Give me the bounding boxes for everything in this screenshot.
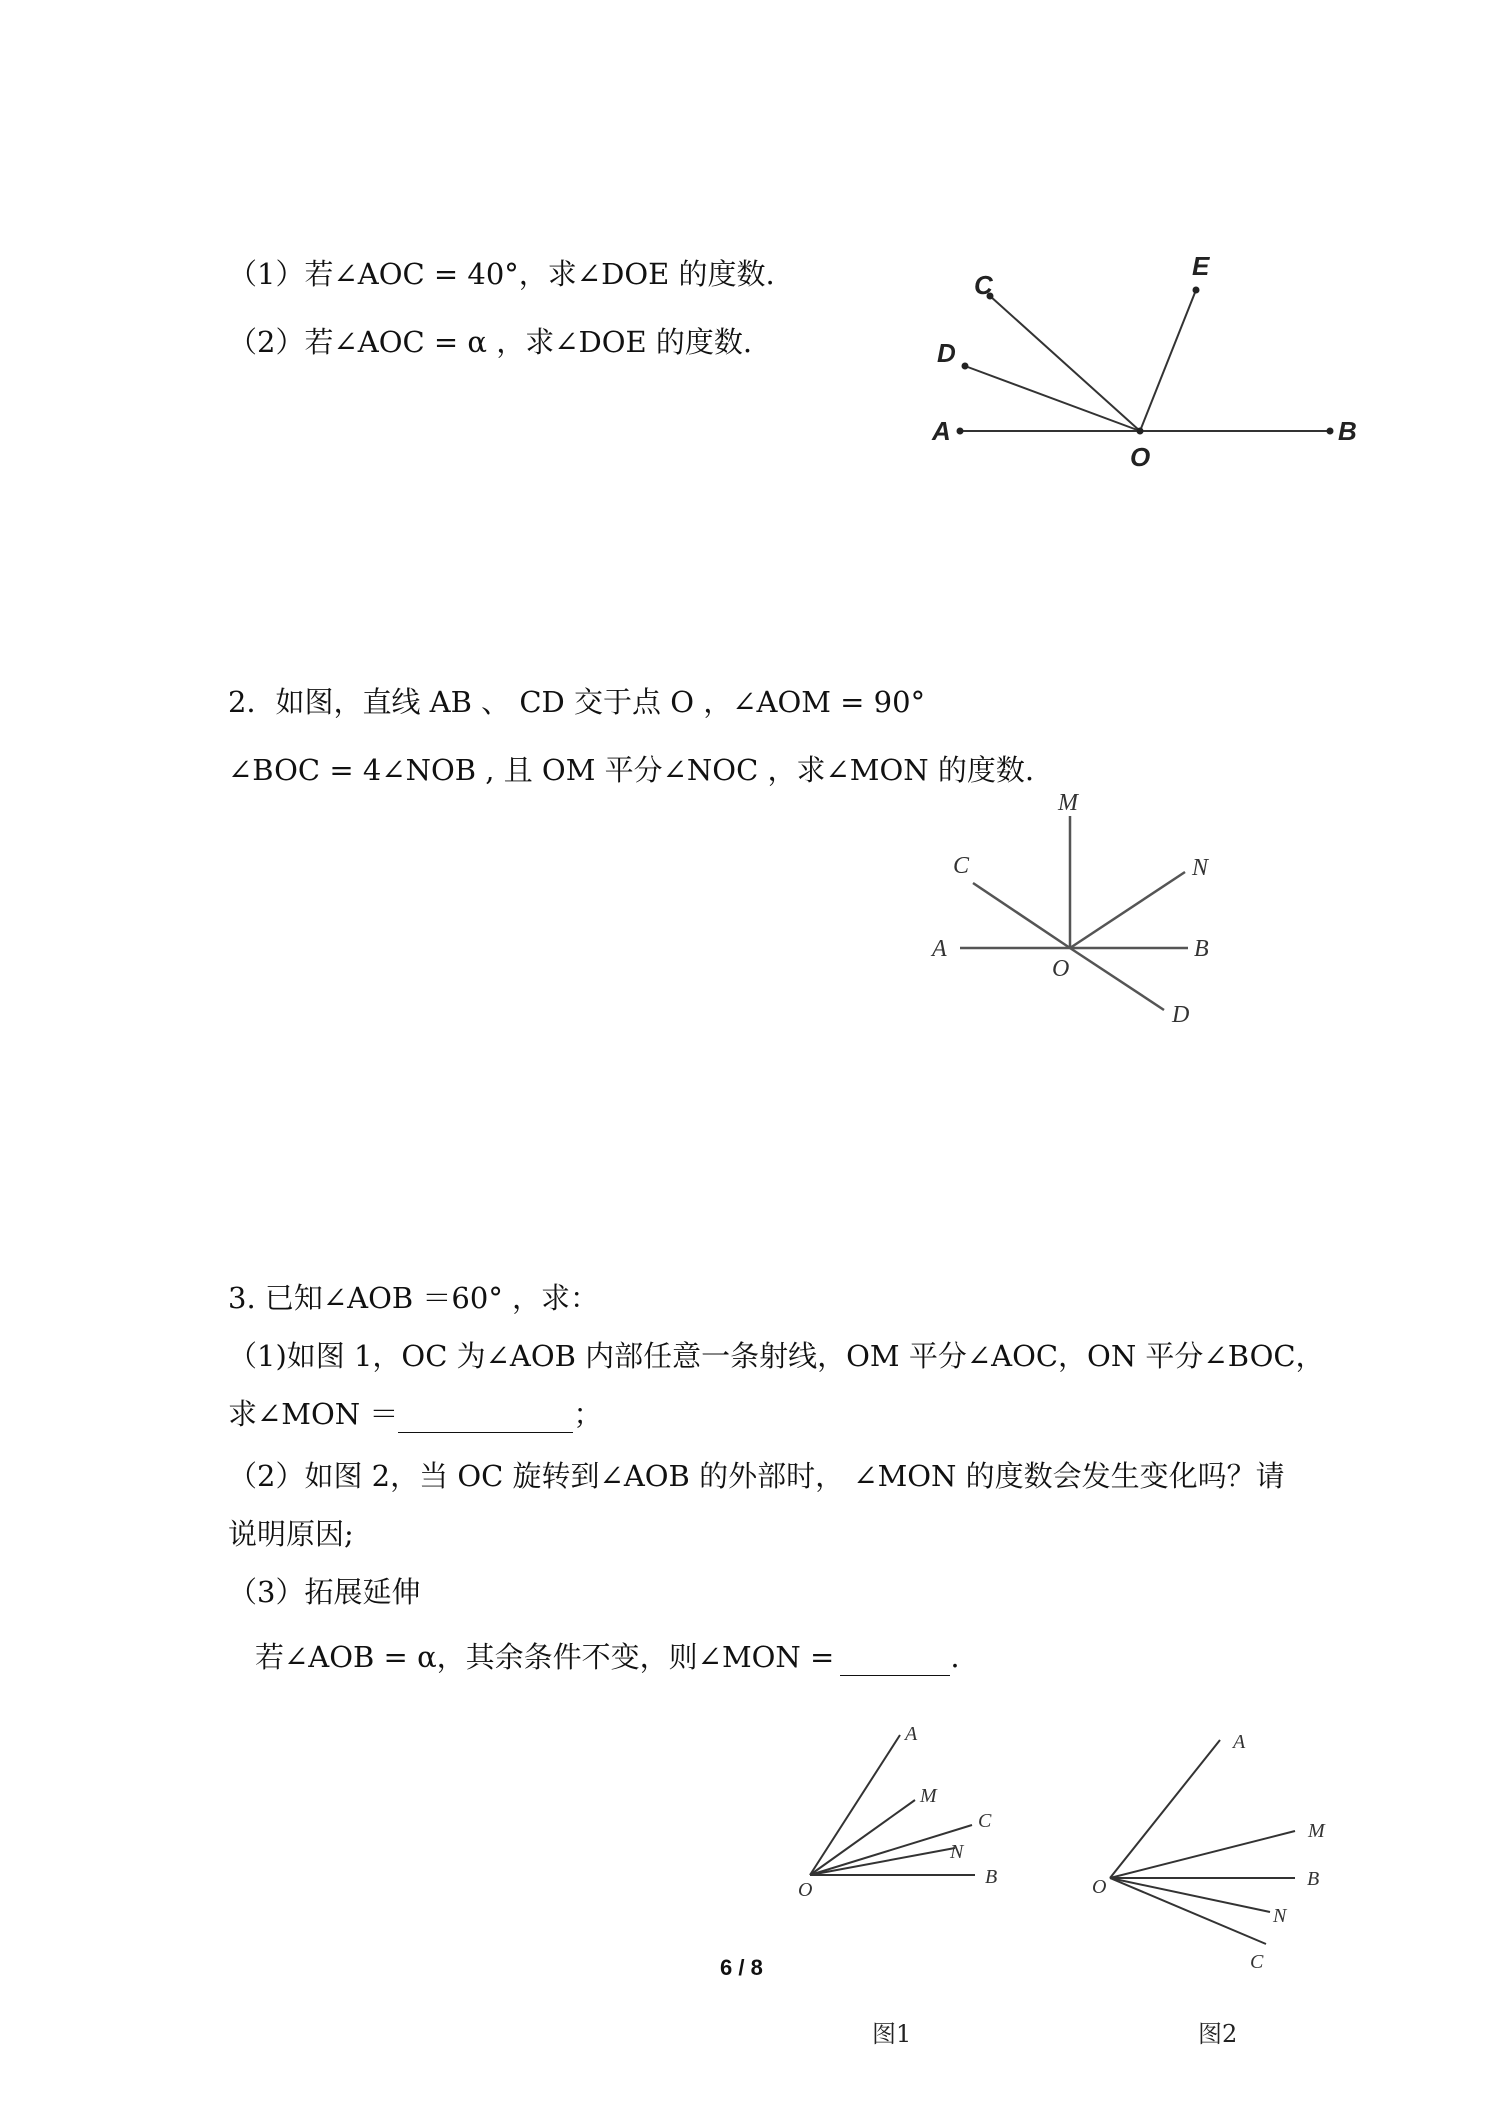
fig3-1-label-m: M xyxy=(920,1785,937,1807)
page-number: 6 / 8 xyxy=(720,1955,763,1980)
fig3-2-label-b: B xyxy=(1307,1868,1320,1890)
figure-captions xyxy=(860,2010,1260,2060)
fig1-label-b: B xyxy=(1338,416,1357,446)
problem3-line3 xyxy=(228,1392,602,1433)
problem3-line7-suffix: . xyxy=(950,1640,960,1674)
fig3-1-label-n: N xyxy=(950,1841,964,1863)
fig2-label-c: C xyxy=(953,853,970,879)
problem3-line4: （2）如图 2，当 OC 旋转到∠AOB 的外部时， ∠MON 的度数会发生变化吗？请 xyxy=(228,1459,1285,1493)
fig3-2-label-c: C xyxy=(1250,1951,1264,1973)
fig1-label-d: D xyxy=(937,338,956,368)
fig2-label-m: M xyxy=(1058,790,1078,816)
fig3-2-label-o: O xyxy=(1092,1876,1107,1898)
fig3-1-label-b: B xyxy=(985,1866,998,1888)
problem3-line5: 说明原因; xyxy=(228,1517,354,1551)
problem2-line1: 2．如图，直线 AB 、 CD 交于点 O ，∠AOM = 90° xyxy=(228,685,926,719)
problem1-question2: （2）若∠AOC = α ，求∠DOE 的度数. xyxy=(228,325,753,359)
answer-blank-2[interactable] xyxy=(840,1645,950,1676)
fig1-label-a: A xyxy=(932,416,951,446)
caption-fig2: 图2 xyxy=(1198,2020,1238,2048)
problem3-line2: （1)如图 1，OC 为∠AOB 内部任意一条射线，OM 平分∠AOC，ON 平分∠BOC， xyxy=(228,1339,1325,1373)
problem2-line2: ∠BOC = 4∠NOB , 且 OM 平分∠NOC ，求∠MON 的度数. xyxy=(228,753,1035,787)
problem1-question1: （1）若∠AOC = 40°，求∠DOE 的度数. xyxy=(228,257,775,291)
fig1-label-c: C xyxy=(974,270,993,300)
figure-problem3-fig1 xyxy=(795,1720,1025,1900)
problem3-line7-prefix: 若∠AOB = α，其余条件不变，则∠MON = xyxy=(255,1640,835,1674)
figure-problem2 xyxy=(930,788,1210,1038)
caption-fig1: 图1 xyxy=(872,2020,912,2048)
problem3-line7 xyxy=(255,1635,960,1676)
fig2-label-d: D xyxy=(1172,1002,1190,1028)
fig3-2-label-m: M xyxy=(1308,1820,1325,1842)
problem3-line3-prefix: 求∠MON ＝ xyxy=(228,1397,399,1431)
figure-problem3-fig2 xyxy=(1090,1725,1350,1985)
fig3-1-label-c: C xyxy=(978,1810,992,1832)
problem3-line3-suffix: ； xyxy=(573,1397,603,1431)
problem3-line6: （3）拓展延伸 xyxy=(228,1575,421,1609)
fig2-label-a: A xyxy=(932,936,947,962)
fig1-label-e: E xyxy=(1192,251,1210,281)
figure-problem1 xyxy=(930,250,1370,480)
answer-blank-1[interactable] xyxy=(398,1402,573,1433)
problem3-line1: 3. 已知∠AOB ＝60° ，求： xyxy=(228,1281,600,1315)
fig3-1-label-o: O xyxy=(798,1879,813,1900)
fig3-2-label-n: N xyxy=(1273,1905,1287,1927)
fig1-label-o: O xyxy=(1130,442,1151,472)
fig3-1-label-a: A xyxy=(905,1723,918,1745)
fig3-2-label-a: A xyxy=(1233,1731,1246,1753)
fig2-label-o: O xyxy=(1052,956,1070,982)
fig2-label-n: N xyxy=(1192,855,1209,881)
fig2-label-b: B xyxy=(1194,936,1209,962)
